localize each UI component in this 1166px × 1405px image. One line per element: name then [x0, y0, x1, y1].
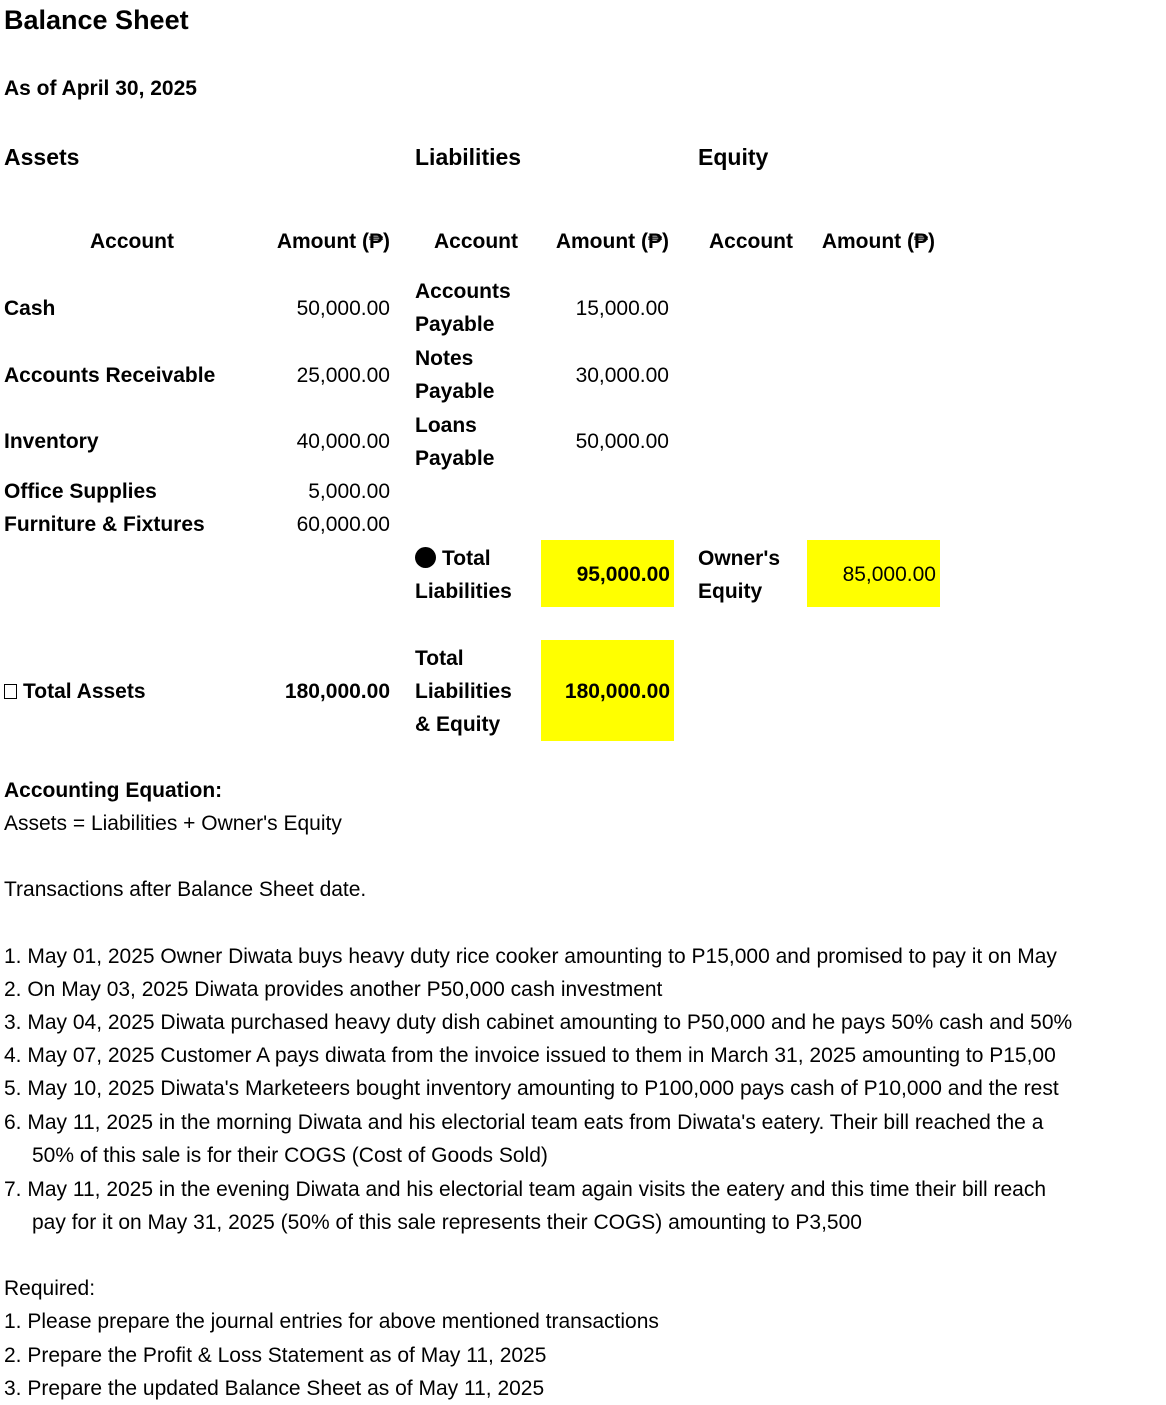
transaction-item-continued: 50% of this sale is for their COGS (Cost of Goods Sold) — [32, 1144, 548, 1167]
equity-amount-header: Amount (₱) — [821, 230, 935, 253]
assets-heading: Assets — [4, 144, 80, 170]
liability-account-line: Notes — [415, 347, 474, 370]
total-liab-equity-label-line: Total — [415, 647, 464, 670]
asset-amount: 25,000.00 — [296, 364, 390, 387]
asset-account: Cash — [4, 297, 56, 320]
asset-account: Accounts Receivable — [4, 364, 216, 387]
liability-account — [415, 409, 494, 475]
missing-glyph-icon — [4, 684, 17, 699]
total-liabilities-label-line: Liabilities — [415, 580, 512, 603]
total-liabilities-label — [415, 542, 512, 608]
liability-amount: 30,000.00 — [575, 364, 669, 387]
as-of-date: As of April 30, 2025 — [4, 77, 197, 100]
total-liab-equity-label-line: Liabilities — [415, 680, 512, 703]
asset-account: Inventory — [4, 430, 99, 453]
required-item: 1. Please prepare the journal entries for above mentioned transactions — [4, 1310, 659, 1333]
transaction-item: 5. May 10, 2025 Diwata's Marketeers bought inventory amounting to P100,000 pays cash of P10,000 and the rest — [4, 1077, 1059, 1100]
asset-amount: 60,000.00 — [296, 513, 390, 536]
required-heading: Required: — [4, 1277, 96, 1300]
liability-amount: 50,000.00 — [575, 430, 669, 453]
liability-account-line: Accounts — [415, 280, 511, 303]
liability-account-line: Loans — [415, 414, 477, 437]
owners-equity-amount: 85,000.00 — [842, 563, 936, 586]
transaction-item: 3. May 04, 2025 Diwata purchased heavy duty dish cabinet amounting to P50,000 and he pays 50% cash and 50% — [4, 1011, 1073, 1034]
bullet-dot-icon — [415, 547, 436, 568]
total-liabilities-amount: 95,000.00 — [576, 563, 670, 586]
total-assets-amount: 180,000.00 — [284, 680, 390, 703]
liabilities-amount-header: Amount (₱) — [555, 230, 669, 253]
transaction-item: 2. On May 03, 2025 Diwata provides another P50,000 cash investment — [4, 978, 663, 1001]
transaction-item: 7. May 11, 2025 in the evening Diwata and his electorial team again visits the eatery and this time their bill reach — [4, 1178, 1047, 1201]
assets-account-header: Account — [90, 230, 174, 253]
asset-account: Office Supplies — [4, 480, 157, 503]
liability-account — [415, 275, 511, 341]
liabilities-heading: Liabilities — [415, 144, 522, 170]
asset-amount: 5,000.00 — [308, 480, 390, 503]
assets-amount-header: Amount (₱) — [276, 230, 390, 253]
owners-equity-label-line: Owner's — [698, 547, 781, 570]
owners-equity-label-line: Equity — [698, 580, 763, 603]
transaction-item-continued: pay for it on May 31, 2025 (50% of this sale represents their COGS) amounting to P3,500 — [32, 1211, 862, 1234]
total-assets-label-text: Total Assets — [23, 680, 146, 703]
asset-amount: 50,000.00 — [296, 297, 390, 320]
equation-text: Assets = Liabilities + Owner's Equity — [4, 812, 342, 835]
total-liab-equity-amount: 180,000.00 — [564, 680, 670, 703]
owners-equity-label — [698, 542, 780, 608]
page-title: Balance Sheet — [4, 5, 189, 35]
equation-heading: Accounting Equation: — [4, 779, 223, 802]
transactions-heading: Transactions after Balance Sheet date. — [4, 878, 367, 901]
total-liab-equity-label — [415, 642, 512, 741]
required-item: 3. Prepare the updated Balance Sheet as of May 11, 2025 — [4, 1377, 545, 1400]
liability-account-line: Payable — [415, 380, 495, 403]
total-liab-equity-label-line: & Equity — [415, 713, 501, 736]
asset-amount: 40,000.00 — [296, 430, 390, 453]
liability-amount: 15,000.00 — [575, 297, 669, 320]
liability-account-line: Payable — [415, 313, 495, 336]
total-liabilities-label-line: Total — [442, 547, 491, 570]
equity-account-header: Account — [709, 230, 793, 253]
required-item: 2. Prepare the Profit & Loss Statement as of May 11, 2025 — [4, 1344, 547, 1367]
liability-account-line: Payable — [415, 447, 495, 470]
transaction-item: 4. May 07, 2025 Customer A pays diwata from the invoice issued to them in March 31, 2025 amounting to P15,00 — [4, 1044, 1056, 1067]
liability-account — [415, 342, 494, 408]
asset-account: Furniture & Fixtures — [4, 513, 205, 536]
transaction-item: 6. May 11, 2025 in the morning Diwata and his electorial team eats from Diwata's eatery. Their bill reached the a — [4, 1111, 1044, 1134]
transaction-item: 1. May 01, 2025 Owner Diwata buys heavy duty rice cooker amounting to P15,000 and promised to pay it on May — [4, 945, 1057, 968]
liabilities-account-header: Account — [434, 230, 518, 253]
equity-heading: Equity — [698, 144, 769, 170]
total-assets-label — [4, 675, 146, 708]
